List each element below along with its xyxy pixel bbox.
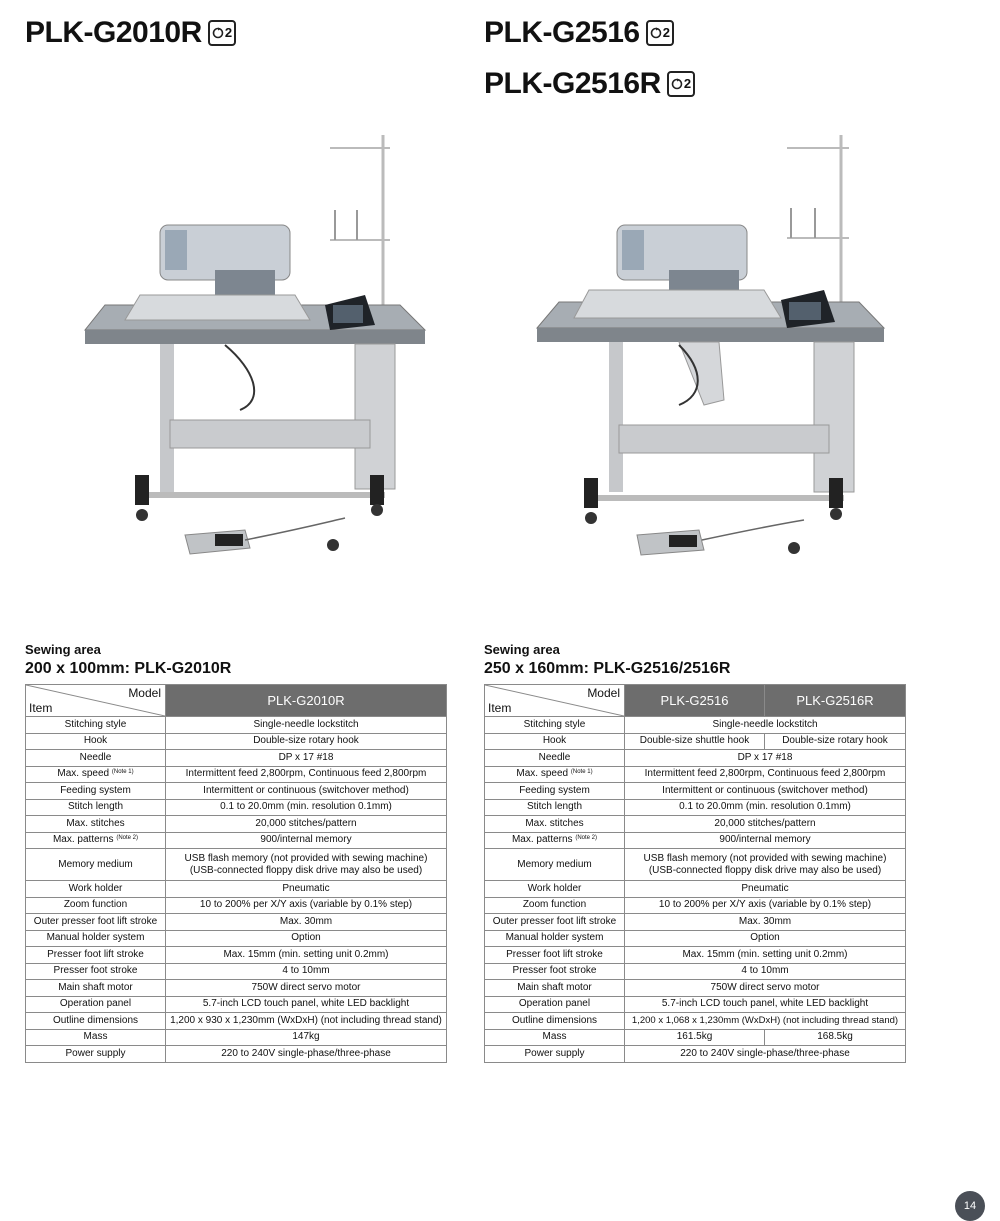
- table-cell: 220 to 240V single-phase/three-phase: [625, 1046, 906, 1063]
- table-cell: Presser foot lift stroke: [485, 947, 625, 964]
- table-cell: 750W direct servo motor: [166, 980, 447, 997]
- table-cell: 10 to 200% per X/Y axis (variable by 0.1% step): [625, 897, 906, 914]
- table-cell: 750W direct servo motor: [625, 980, 906, 997]
- table-cell: Feeding system: [485, 783, 625, 800]
- table-cell: Option: [166, 930, 447, 947]
- table-cell: Needle: [26, 750, 166, 767]
- table-cell: Operation panel: [26, 996, 166, 1013]
- table-cell: Max. patterns $^{(Note 2)}$: [485, 832, 625, 849]
- table-row: [485, 849, 906, 881]
- sewing-area-size: 250 x 160mm: PLK-G2516/2516R: [484, 660, 731, 677]
- table-row: [485, 897, 906, 914]
- table-row: [485, 733, 906, 750]
- table-cell: Stitching style: [26, 717, 166, 734]
- table-cell: 20,000 stitches/pattern: [625, 816, 906, 833]
- table-row: [26, 1013, 447, 1030]
- table-cell: Feeding system: [26, 783, 166, 800]
- table-cell: Intermittent feed 2,800rpm, Continuous feed 2,800rpm: [625, 766, 906, 783]
- model-title-text: PLK-G2516: [484, 16, 640, 49]
- table-cell: 900/internal memory: [166, 832, 447, 849]
- table-row: [26, 963, 447, 980]
- table-cell: Intermittent or continuous (switchover method): [625, 783, 906, 800]
- table-row: [485, 832, 906, 849]
- table-row: [485, 930, 906, 947]
- table-cell: Main shaft motor: [485, 980, 625, 997]
- cycle-badge-icon: 2: [208, 20, 236, 46]
- sewing-area-size: 200 x 100mm: PLK-G2010R: [25, 660, 232, 677]
- table-cell: 1,200 x 930 x 1,230mm (WxDxH) (not including thread stand): [166, 1013, 447, 1030]
- table-cell: 161.5kg: [625, 1029, 765, 1046]
- table-cell: Hook: [485, 733, 625, 750]
- model-column-header: PLK-G2010R: [166, 685, 447, 717]
- model-title-right-1: [484, 15, 674, 51]
- table-cell: Outline dimensions: [26, 1013, 166, 1030]
- sewing-machine-image-right: [519, 130, 904, 560]
- model-title-text: PLK-G2010R: [25, 16, 202, 49]
- table-cell: Memory medium: [485, 849, 625, 881]
- table-cell: Stitch length: [485, 799, 625, 816]
- table-row: [26, 914, 447, 931]
- model-column-header: PLK-G2516: [625, 685, 765, 717]
- model-title-left: [25, 15, 236, 51]
- table-cell: Max. 15mm (min. setting unit 0.2mm): [166, 947, 447, 964]
- table-corner-header: Model Item: [26, 685, 166, 717]
- table-cell: Single-needle lockstitch: [625, 717, 906, 734]
- table-cell: Max. 30mm: [166, 914, 447, 931]
- table-cell: Manual holder system: [485, 930, 625, 947]
- table-cell: 147kg: [166, 1029, 447, 1046]
- table-cell: 0.1 to 20.0mm (min. resolution 0.1mm): [166, 799, 447, 816]
- table-row: [26, 766, 447, 783]
- table-row: [485, 914, 906, 931]
- model-title-text: PLK-G2516R: [484, 67, 661, 100]
- table-cell: Manual holder system: [26, 930, 166, 947]
- table-row: [26, 1046, 447, 1063]
- table-cell: 220 to 240V single-phase/three-phase: [166, 1046, 447, 1063]
- table-cell: Outer presser foot lift stroke: [26, 914, 166, 931]
- table-cell: DP x 17 #18: [625, 750, 906, 767]
- table-row: [26, 799, 447, 816]
- table-cell: Max. stitches: [485, 816, 625, 833]
- table-row: [485, 1013, 906, 1030]
- table-cell: Single-needle lockstitch: [166, 717, 447, 734]
- table-cell: Pneumatic: [625, 881, 906, 898]
- table-row: [485, 766, 906, 783]
- table-cell: USB flash memory (not provided with sewing machine) (USB-connected floppy disk drive may also be used): [625, 849, 906, 881]
- table-row: [26, 733, 447, 750]
- table-row: [26, 930, 447, 947]
- table-cell: 0.1 to 20.0mm (min. resolution 0.1mm): [625, 799, 906, 816]
- sewing-machine-image-left: [65, 130, 445, 560]
- table-cell: Double-size rotary hook: [765, 733, 906, 750]
- model-column-header: PLK-G2516R: [765, 685, 906, 717]
- table-cell: Hook: [26, 733, 166, 750]
- table-cell: Presser foot stroke: [485, 963, 625, 980]
- table-row: [26, 1029, 447, 1046]
- table-cell: Double-size shuttle hook: [625, 733, 765, 750]
- table-row: [26, 996, 447, 1013]
- table-row: [485, 783, 906, 800]
- table-row: [26, 783, 447, 800]
- table-row: [485, 717, 906, 734]
- table-row: [485, 881, 906, 898]
- table-cell: Max. speed $^{(Note 1)}$: [485, 766, 625, 783]
- table-cell: 20,000 stitches/pattern: [166, 816, 447, 833]
- table-cell: DP x 17 #18: [166, 750, 447, 767]
- table-cell: Power supply: [485, 1046, 625, 1063]
- table-row: [485, 996, 906, 1013]
- table-row: [26, 717, 447, 734]
- table-row: [485, 750, 906, 767]
- table-row: [485, 1029, 906, 1046]
- table-cell: Outer presser foot lift stroke: [485, 914, 625, 931]
- table-cell: 5.7-inch LCD touch panel, white LED backlight: [625, 996, 906, 1013]
- table-cell: Max. stitches: [26, 816, 166, 833]
- sewing-area-label: Sewing area: [25, 642, 101, 657]
- table-row: [26, 980, 447, 997]
- spec-table-left: [25, 684, 447, 1063]
- table-cell: 5.7-inch LCD touch panel, white LED backlight: [166, 996, 447, 1013]
- sewing-area-label: Sewing area: [484, 642, 560, 657]
- table-row: [26, 897, 447, 914]
- table-row: [26, 947, 447, 964]
- table-row: [26, 816, 447, 833]
- table-cell: Pneumatic: [166, 881, 447, 898]
- table-cell: Stitch length: [26, 799, 166, 816]
- table-row: [26, 750, 447, 767]
- cycle-badge-icon: 2: [646, 20, 674, 46]
- table-row: [485, 1046, 906, 1063]
- table-cell: Intermittent feed 2,800rpm, Continuous feed 2,800rpm: [166, 766, 447, 783]
- table-cell: Stitching style: [485, 717, 625, 734]
- table-cell: Zoom function: [485, 897, 625, 914]
- table-cell: 4 to 10mm: [625, 963, 906, 980]
- table-cell: USB flash memory (not provided with sewing machine) (USB-connected floppy disk drive may also be used): [166, 849, 447, 881]
- table-cell: Presser foot lift stroke: [26, 947, 166, 964]
- table-cell: Memory medium: [26, 849, 166, 881]
- table-corner-header: Model Item: [485, 685, 625, 717]
- table-cell: Max. 15mm (min. setting unit 0.2mm): [625, 947, 906, 964]
- table-cell: Double-size rotary hook: [166, 733, 447, 750]
- table-cell: Outline dimensions: [485, 1013, 625, 1030]
- table-row: [26, 849, 447, 881]
- table-row: [485, 980, 906, 997]
- table-cell: Mass: [485, 1029, 625, 1046]
- table-cell: Mass: [26, 1029, 166, 1046]
- table-cell: Presser foot stroke: [26, 963, 166, 980]
- table-row: [26, 832, 447, 849]
- table-cell: 168.5kg: [765, 1029, 906, 1046]
- table-cell: Max. speed $^{(Note 1)}$: [26, 766, 166, 783]
- table-cell: Option: [625, 930, 906, 947]
- table-cell: Work holder: [26, 881, 166, 898]
- table-cell: Main shaft motor: [26, 980, 166, 997]
- table-cell: Needle: [485, 750, 625, 767]
- table-cell: 4 to 10mm: [166, 963, 447, 980]
- table-cell: Intermittent or continuous (switchover method): [166, 783, 447, 800]
- table-row: [485, 816, 906, 833]
- table-cell: Power supply: [26, 1046, 166, 1063]
- spec-table-right: [484, 684, 906, 1063]
- page-number-badge: 14: [955, 1191, 985, 1221]
- table-row: [485, 963, 906, 980]
- table-cell: Work holder: [485, 881, 625, 898]
- model-title-right-2: [484, 66, 695, 102]
- table-cell: Max. patterns $^{(Note 2)}$: [26, 832, 166, 849]
- table-cell: Operation panel: [485, 996, 625, 1013]
- table-row: [485, 799, 906, 816]
- table-cell: 900/internal memory: [625, 832, 906, 849]
- table-row: [26, 881, 447, 898]
- table-cell: Max. 30mm: [625, 914, 906, 931]
- table-cell: Zoom function: [26, 897, 166, 914]
- cycle-badge-icon: 2: [667, 71, 695, 97]
- table-row: [485, 947, 906, 964]
- table-cell: 10 to 200% per X/Y axis (variable by 0.1% step): [166, 897, 447, 914]
- table-cell: 1,200 x 1,068 x 1,230mm (WxDxH) (not including thread stand): [625, 1013, 906, 1030]
